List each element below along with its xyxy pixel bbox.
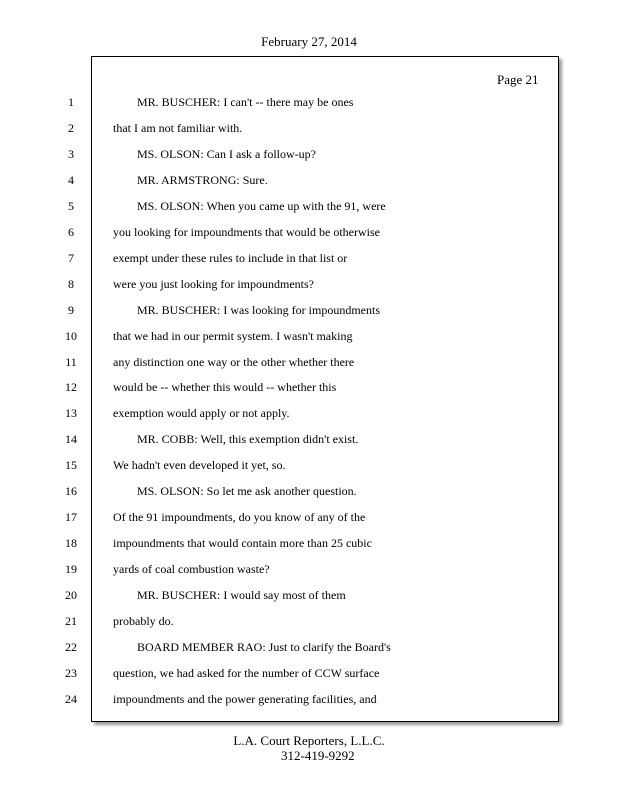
line-number: 7 [68,251,74,265]
line-number: 12 [65,380,77,394]
line-number: 11 [65,355,77,369]
line-number: 18 [65,536,77,550]
line-number: 9 [68,303,74,317]
footer-company: L.A. Court Reporters, L.L.C. [233,733,385,748]
line-number: 6 [68,225,74,239]
transcript-line: MR. COBB: Well, this exemption didn't exist. [137,432,359,446]
line-number: 2 [68,121,74,135]
transcript-line: Of the 91 impoundments, do you know of any of the [113,510,366,524]
transcript-line: MS. OLSON: When you came up with the 91, were [137,199,386,213]
line-number: 1 [68,95,74,109]
transcript-line: impoundments and the power generating facilities, and [113,692,377,706]
transcript-line: MR. BUSCHER: I was looking for impoundments [137,303,381,317]
line-number: 4 [68,173,74,187]
line-number: 5 [68,199,74,213]
line-number: 3 [68,147,74,161]
line-number: 15 [65,458,77,472]
transcript-line: that we had in our permit system. I wasn't making [113,329,353,343]
transcript-line: MR. BUSCHER: I can't -- there may be ones [137,95,354,109]
line-number: 19 [65,562,77,576]
line-number: 10 [65,329,77,343]
line-number: 16 [65,484,77,498]
footer-phone: 312-419-9292 [281,748,355,763]
transcript-line: MS. OLSON: Can I ask a follow-up? [137,147,316,161]
transcript-line: BOARD MEMBER RAO: Just to clarify the Board's [137,640,391,654]
transcript-line: were you just looking for impoundments? [113,277,314,291]
line-number: 14 [65,432,77,446]
transcript-line: impoundments that would contain more than 25 cubic [113,536,372,550]
transcript-line: MR. ARMSTRONG: Sure. [137,173,268,187]
line-number: 23 [65,666,77,680]
transcript-line: exempt under these rules to include in that list or [113,251,348,265]
line-number: 20 [65,588,77,602]
header-date: February 27, 2014 [261,34,357,49]
transcript-line: MR. BUSCHER: I would say most of them [137,588,346,602]
line-number: 8 [68,277,74,291]
line-number: 13 [65,406,77,420]
transcript-line: exemption would apply or not apply. [113,406,290,420]
line-number: 24 [65,692,77,706]
line-number: 22 [65,640,77,654]
transcript-line: MS. OLSON: So let me ask another question. [137,484,357,498]
page-number: Page 21 [497,72,539,87]
transcript-line: that I am not familiar with. [113,121,243,135]
transcript-line: We hadn't even developed it yet, so. [113,458,286,472]
line-number: 17 [65,510,77,524]
transcript-line: yards of coal combustion waste? [113,562,270,576]
transcript-line: question, we had asked for the number of CCW surface [113,666,380,680]
line-number: 21 [65,614,77,628]
transcript-line: would be -- whether this would -- whether this [113,380,337,394]
transcript-line: any distinction one way or the other whether there [113,355,355,369]
transcript-line: you looking for impoundments that would be otherwise [113,225,380,239]
transcript-line: probably do. [113,614,174,628]
